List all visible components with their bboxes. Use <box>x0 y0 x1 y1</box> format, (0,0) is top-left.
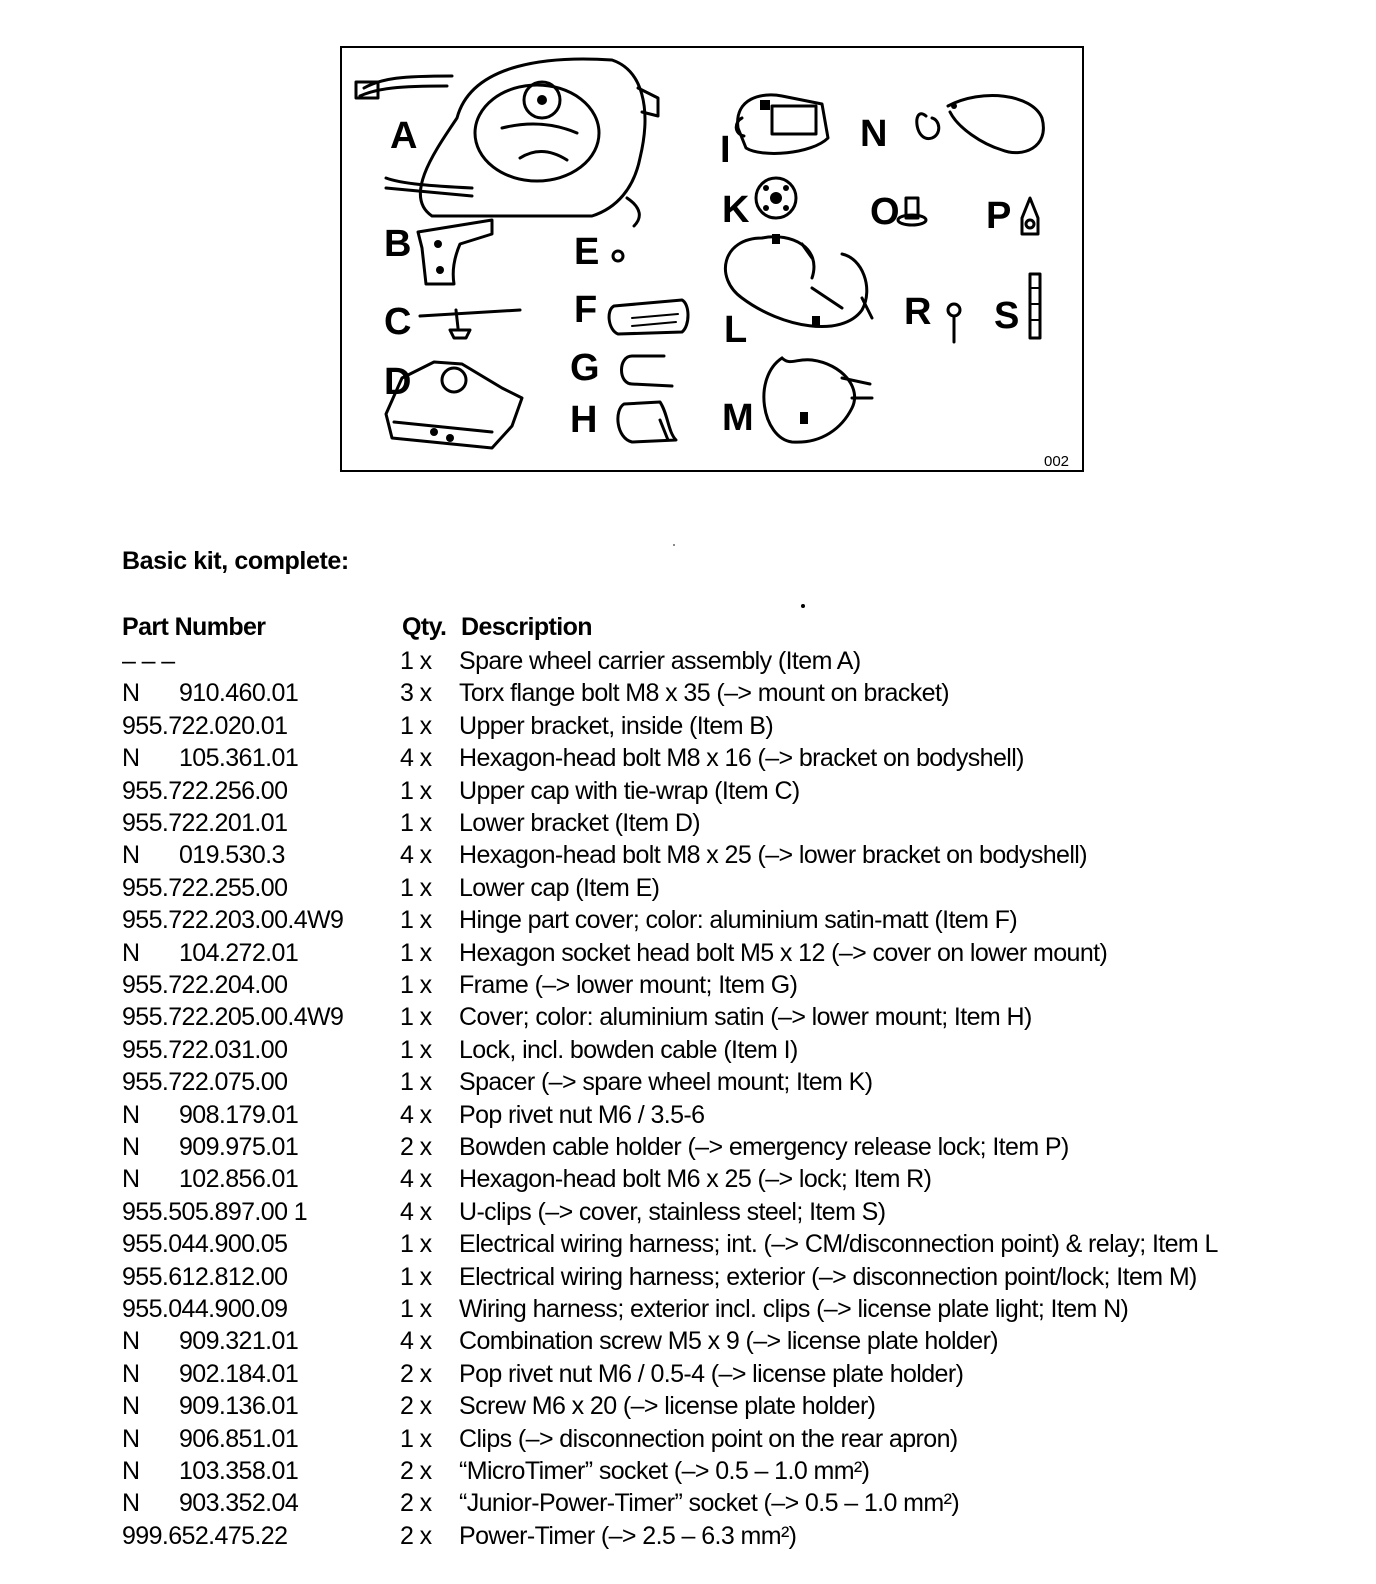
part-number-prefix: N <box>122 1327 140 1356</box>
description: Lower cap (Item E) <box>459 873 660 902</box>
item-label-h: H <box>570 399 598 441</box>
quantity: 1 x <box>400 711 432 740</box>
item-label-o: O <box>870 191 900 233</box>
part-number <box>122 1163 298 1195</box>
item-e-cap-drawing <box>613 251 623 261</box>
quantity: 2 x <box>400 1359 432 1388</box>
item-label-s: S <box>994 295 1020 337</box>
description: Cover; color: aluminium satin (–> lower mount; Item H) <box>459 1003 1032 1032</box>
parts-drawing <box>342 48 1082 470</box>
description: Combination screw M5 x 9 (–> license plate holder) <box>459 1327 999 1356</box>
kit-heading: Basic kit, complete: <box>122 547 349 575</box>
description: Bowden cable holder (–> emergency release lock; Item P) <box>459 1133 1069 1161</box>
description: Clips (–> disconnection point on the rear apron) <box>459 1424 958 1453</box>
part-number <box>122 677 298 709</box>
quantity: 4 x <box>400 1197 432 1226</box>
part-number-value: 105.361.01 <box>179 744 299 773</box>
part-number <box>122 1066 287 1098</box>
item-label-d: D <box>384 361 412 403</box>
item-label-p: P <box>986 195 1012 237</box>
part-number-prefix: N <box>122 1392 140 1421</box>
part-number-value: 955.722.075.00 <box>122 1068 288 1097</box>
item-label-e: E <box>574 231 600 273</box>
part-number <box>122 1099 298 1131</box>
part-number <box>122 807 287 839</box>
part-number-value: 955.722.020.01 <box>122 711 288 740</box>
quantity: 2 x <box>400 1521 432 1550</box>
part-number-prefix: N <box>122 1100 140 1129</box>
quantity: 1 x <box>400 1068 432 1097</box>
part-number <box>122 937 298 969</box>
quantity: 1 x <box>400 1230 432 1259</box>
part-number-value: 909.136.01 <box>179 1392 299 1421</box>
item-label-c: C <box>384 301 412 343</box>
description: Screw M6 x 20 (–> license plate holder) <box>459 1392 876 1421</box>
part-number-value: 955.722.204.00 <box>122 971 288 999</box>
part-number-prefix: N <box>122 938 140 967</box>
part-number-prefix: N <box>122 1424 140 1453</box>
quantity: 1 x <box>400 971 432 999</box>
part-number <box>122 1358 298 1390</box>
description: Pop rivet nut M6 / 0.5-4 (–> license plate holder) <box>459 1359 964 1388</box>
part-number <box>122 904 343 936</box>
part-number <box>122 1423 298 1455</box>
header-qty: Qty. <box>402 613 447 641</box>
item-b-bracket-drawing <box>418 220 492 284</box>
quantity: 4 x <box>400 1165 432 1194</box>
item-label-b: B <box>384 223 412 265</box>
quantity: 4 x <box>400 1327 432 1356</box>
part-number-value: 955.044.900.09 <box>122 1295 288 1323</box>
part-number <box>122 1390 298 1422</box>
description: Hexagon-head bolt M8 x 25 (–> lower bracket on bodyshell) <box>459 841 1087 870</box>
quantity: 1 x <box>400 1003 432 1032</box>
description: Hexagon-head bolt M8 x 16 (–> bracket on bodyshell) <box>459 744 1024 773</box>
quantity: 1 x <box>400 938 432 967</box>
part-number-value: 906.851.01 <box>179 1424 299 1453</box>
part-number-value: 955.044.900.05 <box>122 1230 288 1259</box>
part-number <box>122 969 287 1001</box>
scan-speck <box>673 544 675 546</box>
item-c-cap-drawing <box>420 310 520 338</box>
quantity: 1 x <box>400 776 432 805</box>
description: Pop rivet nut M6 / 3.5-6 <box>459 1100 705 1129</box>
part-number <box>122 710 287 742</box>
item-i-lock-drawing <box>736 95 828 154</box>
description: Spare wheel carrier assembly (Item A) <box>459 647 861 675</box>
part-number <box>122 1228 287 1260</box>
item-label-n: N <box>860 113 888 155</box>
item-label-f: F <box>574 289 598 331</box>
part-number-value: 999.652.475.22 <box>122 1521 288 1550</box>
quantity: 2 x <box>400 1489 432 1518</box>
part-number-value: 955.722.201.01 <box>122 809 288 837</box>
part-number <box>122 775 287 807</box>
description: Lower bracket (Item D) <box>459 809 701 837</box>
quantity: 1 x <box>400 647 432 675</box>
part-number <box>122 645 175 677</box>
quantity: 2 x <box>400 1133 432 1161</box>
item-r-bolt-drawing <box>948 304 960 342</box>
description: “MicroTimer” socket (–> 0.5 – 1.0 mm²) <box>459 1457 870 1485</box>
description: Hinge part cover; color: aluminium satin-matt (Item F) <box>459 906 1018 935</box>
item-o-rivet-drawing <box>898 198 926 225</box>
description: Torx flange bolt M8 x 35 (–> mount on bracket) <box>459 679 950 708</box>
quantity: 1 x <box>400 809 432 837</box>
description: Frame (–> lower mount; Item G) <box>459 971 798 999</box>
part-number <box>122 1325 298 1357</box>
part-number <box>122 1131 298 1163</box>
description: Spacer (–> spare wheel mount; Item K) <box>459 1068 873 1097</box>
item-h-cover-drawing <box>618 402 676 442</box>
part-number-prefix: N <box>122 1133 140 1161</box>
header-description: Description <box>461 613 592 641</box>
part-number-value: 955.505.897.00 1 <box>122 1197 308 1226</box>
description: Hexagon socket head bolt M5 x 12 (–> cover on lower mount) <box>459 938 1108 967</box>
part-number-prefix: N <box>122 1457 140 1485</box>
part-number-prefix: N <box>122 1489 140 1518</box>
part-number-value: 908.179.01 <box>179 1100 299 1129</box>
part-number <box>122 742 298 774</box>
description: Electrical wiring harness; int. (–> CM/disconnection point) & relay; Item L <box>459 1230 1218 1259</box>
part-number-prefix: N <box>122 1359 140 1388</box>
quantity: 1 x <box>400 1262 432 1291</box>
item-label-i: I <box>720 129 731 171</box>
part-number <box>122 839 285 871</box>
part-number-value: 910.460.01 <box>179 679 299 708</box>
quantity: 2 x <box>400 1457 432 1485</box>
quantity: 1 x <box>400 1295 432 1323</box>
description: Upper bracket, inside (Item B) <box>459 711 774 740</box>
part-number-value: 102.856.01 <box>179 1165 299 1194</box>
part-number-prefix: N <box>122 744 140 773</box>
part-number-value: 955.722.205.00.4W9 <box>122 1003 344 1032</box>
quantity: 4 x <box>400 841 432 870</box>
item-g-frame-drawing <box>622 356 673 386</box>
item-label-m: M <box>722 397 754 439</box>
description: “Junior-Power-Timer” socket (–> 0.5 – 1.0 mm²) <box>459 1489 960 1518</box>
part-number <box>122 1293 287 1325</box>
item-m-harness-drawing <box>764 358 872 442</box>
description: Wiring harness; exterior incl. clips (–> license plate light; Item N) <box>459 1295 1129 1323</box>
header-part-number: Part Number <box>122 613 266 641</box>
description: U-clips (–> cover, stainless steel; Item S) <box>459 1197 886 1226</box>
description: Lock, incl. bowden cable (Item I) <box>459 1035 798 1064</box>
part-number-value: 103.358.01 <box>179 1457 299 1485</box>
description: Hexagon-head bolt M6 x 25 (–> lock; Item R) <box>459 1165 932 1194</box>
item-p-holder-drawing <box>1022 198 1038 234</box>
part-number-value: 955.612.812.00 <box>122 1262 288 1291</box>
item-label-g: G <box>570 347 600 389</box>
part-number-value: 955.722.203.00.4W9 <box>122 906 344 935</box>
part-number <box>122 1034 287 1066</box>
quantity: 1 x <box>400 1035 432 1064</box>
part-number-value: – – – <box>122 647 175 675</box>
part-number <box>122 872 287 904</box>
item-l-harness-drawing <box>725 234 872 327</box>
part-number <box>122 1487 298 1519</box>
item-n-harness-drawing <box>917 96 1044 153</box>
scan-speck <box>801 604 805 608</box>
part-number-prefix: N <box>122 679 140 708</box>
description: Electrical wiring harness; exterior (–> disconnection point/lock; Item M) <box>459 1262 1197 1291</box>
quantity: 1 x <box>400 906 432 935</box>
part-number-value: 903.352.04 <box>179 1489 299 1518</box>
part-number-prefix: N <box>122 841 140 870</box>
part-number <box>122 1196 307 1228</box>
part-number-value: 955.722.255.00 <box>122 873 288 902</box>
item-label-r: R <box>904 291 932 333</box>
parts-illustration <box>340 46 1084 472</box>
figure-number: 002 <box>1044 453 1070 470</box>
part-number <box>122 1261 287 1293</box>
part-number <box>122 1455 298 1487</box>
part-number-value: 019.530.3 <box>179 841 285 870</box>
item-label-k: K <box>722 189 750 231</box>
item-f-cover-drawing <box>609 300 688 334</box>
part-number <box>122 1001 343 1033</box>
part-number <box>122 1520 287 1552</box>
quantity: 4 x <box>400 1100 432 1129</box>
description: Power-Timer (–> 2.5 – 6.3 mm²) <box>459 1521 797 1550</box>
part-number-value: 955.722.031.00 <box>122 1035 288 1064</box>
part-number-value: 909.321.01 <box>179 1327 299 1356</box>
quantity: 3 x <box>400 679 432 708</box>
quantity: 1 x <box>400 873 432 902</box>
part-number-value: 955.722.256.00 <box>122 776 288 805</box>
part-number-value: 909.975.01 <box>179 1133 299 1161</box>
part-number-value: 902.184.01 <box>179 1359 299 1388</box>
item-label-a: A <box>390 115 418 157</box>
item-k-spacer-drawing <box>756 178 796 218</box>
quantity: 2 x <box>400 1392 432 1421</box>
description: Upper cap with tie-wrap (Item C) <box>459 776 800 805</box>
item-label-l: L <box>724 309 748 351</box>
part-number-prefix: N <box>122 1165 140 1194</box>
quantity: 1 x <box>400 1424 432 1453</box>
quantity: 4 x <box>400 744 432 773</box>
part-number-value: 104.272.01 <box>179 938 299 967</box>
item-s-clip-drawing <box>1030 274 1040 338</box>
